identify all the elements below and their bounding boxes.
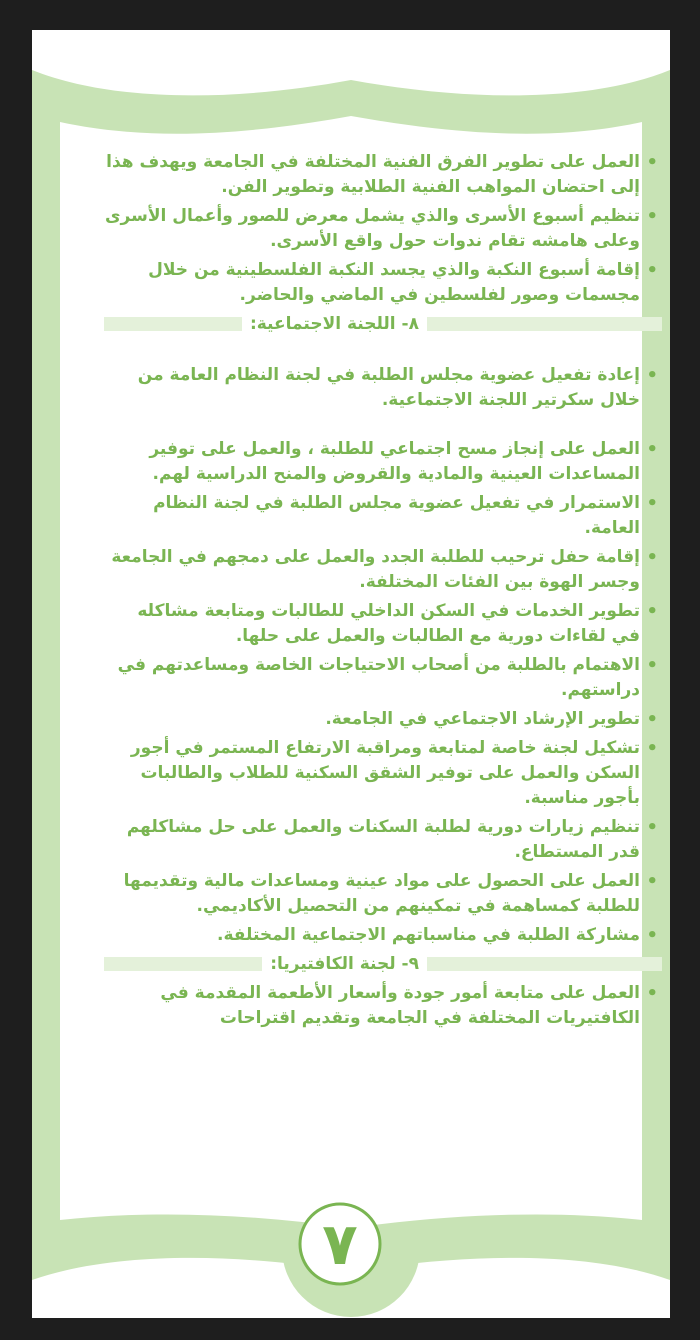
brochure-page [32,30,670,1318]
bullet-icon: • [646,655,658,676]
list-item: • تنظيم أسبوع الأسرى والذي يشمل معرض للصور وأعمال الأسرى وعلى هامشه تقام ندوات حول واقع الأسرى. [104,206,658,251]
bullet-icon: • [646,925,658,946]
bullet-icon: • [646,738,658,759]
bullet-icon: • [646,260,658,281]
list-item: • تشكيل لجنة خاصة لمتابعة ومراقبة الارتفاع المستمر في أجور السكن والعمل على توفير الشقق السكنية للطلاب والطالبات بأجور مناسبة. [130,738,658,808]
bullet-icon: • [646,871,658,892]
list-item: • تنظيم زيارات دورية لطلبة السكنات والعمل على حل مشاكلهم قدر المستطاع. [126,817,658,862]
list-item: • العمل على متابعة أمور جودة وأسعار الأطعمة المقدمة في الكافتيريات المختلفة في الجامعة وتقديم اقتراحات [160,983,658,1028]
content-area [104,150,662,1240]
bullet-icon: • [646,365,658,386]
spacer [104,417,662,437]
bullet-icon: • [646,206,658,227]
bullet-icon: • [646,709,658,730]
section1-list [104,150,662,308]
bullet-icon: • [646,152,658,173]
section9-heading: ٩- لجنة الكافتيريا: [262,952,427,977]
list-item: • إقامة حفل ترحيب للطلبة الجدد والعمل على دمجهم في الجامعة وجسر الهوة بين الفئات المختلفة. [111,547,658,592]
page-number: ٧ [322,1210,358,1278]
section8-heading: ٨- اللجنة الاجتماعية: [242,312,427,337]
bullet-icon: • [646,439,658,460]
list-item: • الاستمرار في تفعيل عضوية مجلس الطلبة في لجنة النظام العامة. [153,493,658,538]
spacer [104,341,662,363]
section8-heading-row [104,312,662,337]
bullet-icon: • [646,601,658,622]
section8-list [104,437,662,948]
list-item: • العمل على الحصول على مواد عينية ومساعدات مالية وتقديمها للطلبة كمساهمة في تمكينهم من التحصيل الأكاديمي. [123,871,658,916]
list-item: • الاهتمام بالطلبة من أصحاب الاحتياجات الخاصة ومساعدتهم في دراستهم. [117,655,658,700]
bullet-icon: • [646,983,658,1004]
list-item: • مشاركة الطلبة في مناسباتهم الاجتماعية المختلفة. [217,925,658,946]
bullet-icon: • [646,817,658,838]
list-item: • العمل على تطوير الفرق الفنية المختلفة في الجامعة ويهدف هذا إلى احتضان المواهب الفنية الطلابية وتطوير الفن. [106,152,658,197]
list-item: • إعادة تفعيل عضوية مجلس الطلبة في لجنة النظام العامة من خلال سكرتير اللجنة الاجتماعية. [137,365,658,410]
section9-list [104,981,662,1031]
bullet-icon: • [646,547,658,568]
bullet-icon: • [646,493,658,514]
list-item: • إقامة أسبوع النكبة والذي يجسد النكبة الفلسطينية من خلال مجسمات وصور لفلسطين في الماضي والحاضر. [148,260,658,305]
list-item: • تطوير الإرشاد الاجتماعي في الجامعة. [325,709,658,730]
list-item: • تطوير الخدمات في السكن الداخلي للطالبات ومتابعة مشاكله في لقاءات دورية مع الطالبات والعمل على حلها. [137,601,658,646]
list-item: • العمل على إنجاز مسح اجتماعي للطلبة ، والعمل على توفير المساعدات العينية والمادية والقروض والمنح الدراسية لهم. [149,439,658,484]
section9-heading-row [104,952,662,977]
section8-intro-list [104,363,662,413]
